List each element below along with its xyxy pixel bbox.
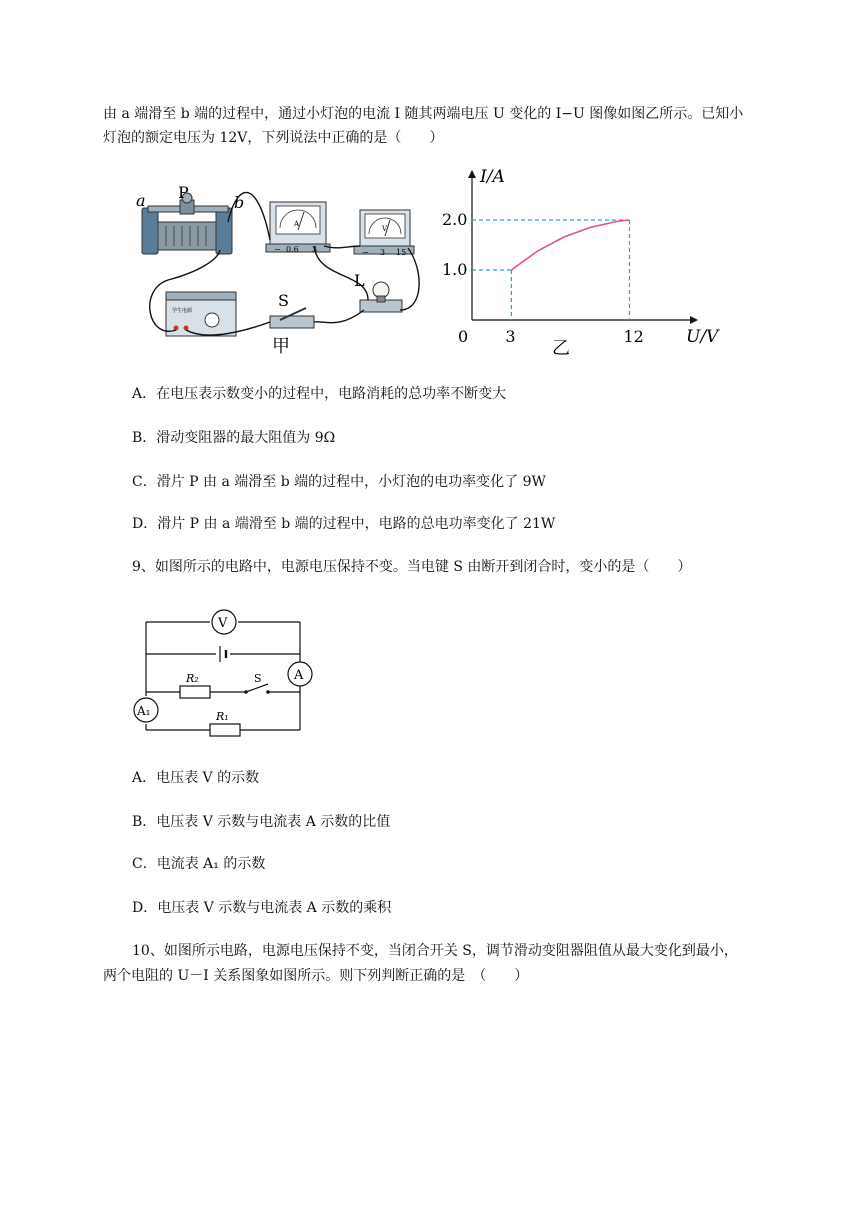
figure-jia-circuit xyxy=(128,180,428,360)
origin-label: 0 xyxy=(458,327,469,346)
figure-q9-circuit xyxy=(128,604,318,736)
voltmeter-terminal-neg: − xyxy=(362,248,369,257)
ammeter-terminal-0.6: 0.6 xyxy=(286,245,299,254)
label-b: b xyxy=(234,193,245,212)
y-axis-arrow xyxy=(468,170,476,178)
x-tick-label-12: 12 xyxy=(623,327,644,346)
x-tick-label-3: 3 xyxy=(505,327,516,346)
label-L: L xyxy=(354,271,365,290)
q9-ammeter-label: A xyxy=(294,668,304,683)
rheostat xyxy=(142,193,232,254)
voltmeter-letter: V xyxy=(382,225,388,233)
q10-stem-line2: 两个电阻的 U－I 关系图象如图所示。则下列判断正确的是 （ ） xyxy=(103,968,529,984)
voltmeter-terminal-3: 3 xyxy=(380,248,386,257)
caption-jia: 甲 xyxy=(272,336,290,357)
q9-switch-label: S xyxy=(254,672,262,685)
q8-option-b[interactable]: B．滑动变阻器的最大阻值为 9Ω xyxy=(132,430,336,446)
voltmeter-terminal-15: 15 xyxy=(396,248,407,257)
q8-stem-line1: 由 a 端滑至 b 端的过程中，通过小灯泡的电流 I 随其两端电压 U 变化的 I−U 图像如图乙所示。已知小 xyxy=(103,106,744,122)
q9-option-d[interactable]: D．电压表 V 示数与电流表 A 示数的乘积 xyxy=(132,900,392,916)
ammeter-terminal-neg: − xyxy=(274,245,281,254)
y-tick-label-2.0: 2.0 xyxy=(442,210,468,229)
q9-r2-label: R₂ xyxy=(186,672,199,685)
switch-contact xyxy=(266,690,270,694)
q8-option-a[interactable]: A．在电压表示数变小的过程中，电路消耗的总功率不断变大 xyxy=(132,386,507,402)
switch-pivot xyxy=(244,690,248,694)
x-axis-label: U/V xyxy=(686,327,719,347)
chart-caption: 乙 xyxy=(552,338,570,359)
label-a: a xyxy=(136,191,146,210)
power-supply xyxy=(166,292,236,336)
figure-yi-chart xyxy=(438,167,719,363)
q9-option-a[interactable]: A．电压表 V 的示数 xyxy=(132,770,260,786)
q9-r1-label: R₁ xyxy=(216,710,229,723)
q9-voltmeter-label: V xyxy=(218,616,228,631)
q8-option-c[interactable]: C．滑片 P 由 a 端滑至 b 端的过程中，小灯泡的电功率变化了 9W xyxy=(132,474,546,490)
q10-stem-line1: 10、如图所示电路，电源电压保持不变，当闭合开关 S，调节滑动变阻器阻值从最大变化到最小， xyxy=(132,943,738,959)
lamp xyxy=(360,282,402,312)
iu-curve xyxy=(511,220,629,270)
q9-option-b[interactable]: B．电压表 V 示数与电流表 A 示数的比值 xyxy=(132,814,391,830)
ammeter-terminal-3: 3 xyxy=(312,245,318,254)
y-tick-label-1.0: 1.0 xyxy=(442,260,468,279)
label-P: P xyxy=(178,183,189,202)
power-supply-label: 学生电源 xyxy=(172,308,193,314)
switch xyxy=(270,308,314,328)
x-axis-arrow xyxy=(690,316,698,324)
q9-stem: 9、如图所示的电路中，电源电压保持不变。当电键 S 由断开到闭合时，变小的是（ ） xyxy=(132,559,692,575)
q8-option-d[interactable]: D．滑片 P 由 a 端滑至 b 端的过程中，电路的总电功率变化了 21W xyxy=(132,516,556,532)
q9-ammeter1-label: A₁ xyxy=(137,704,151,718)
y-axis-label: I/A xyxy=(480,167,505,187)
q8-stem-line2: 灯泡的额定电压为 12V，下列说法中正确的是（ ） xyxy=(103,130,444,146)
ammeter-letter: A xyxy=(294,220,300,228)
q9-option-c[interactable]: C．电流表 A₁ 的示数 xyxy=(132,856,266,872)
label-S: S xyxy=(278,291,289,310)
